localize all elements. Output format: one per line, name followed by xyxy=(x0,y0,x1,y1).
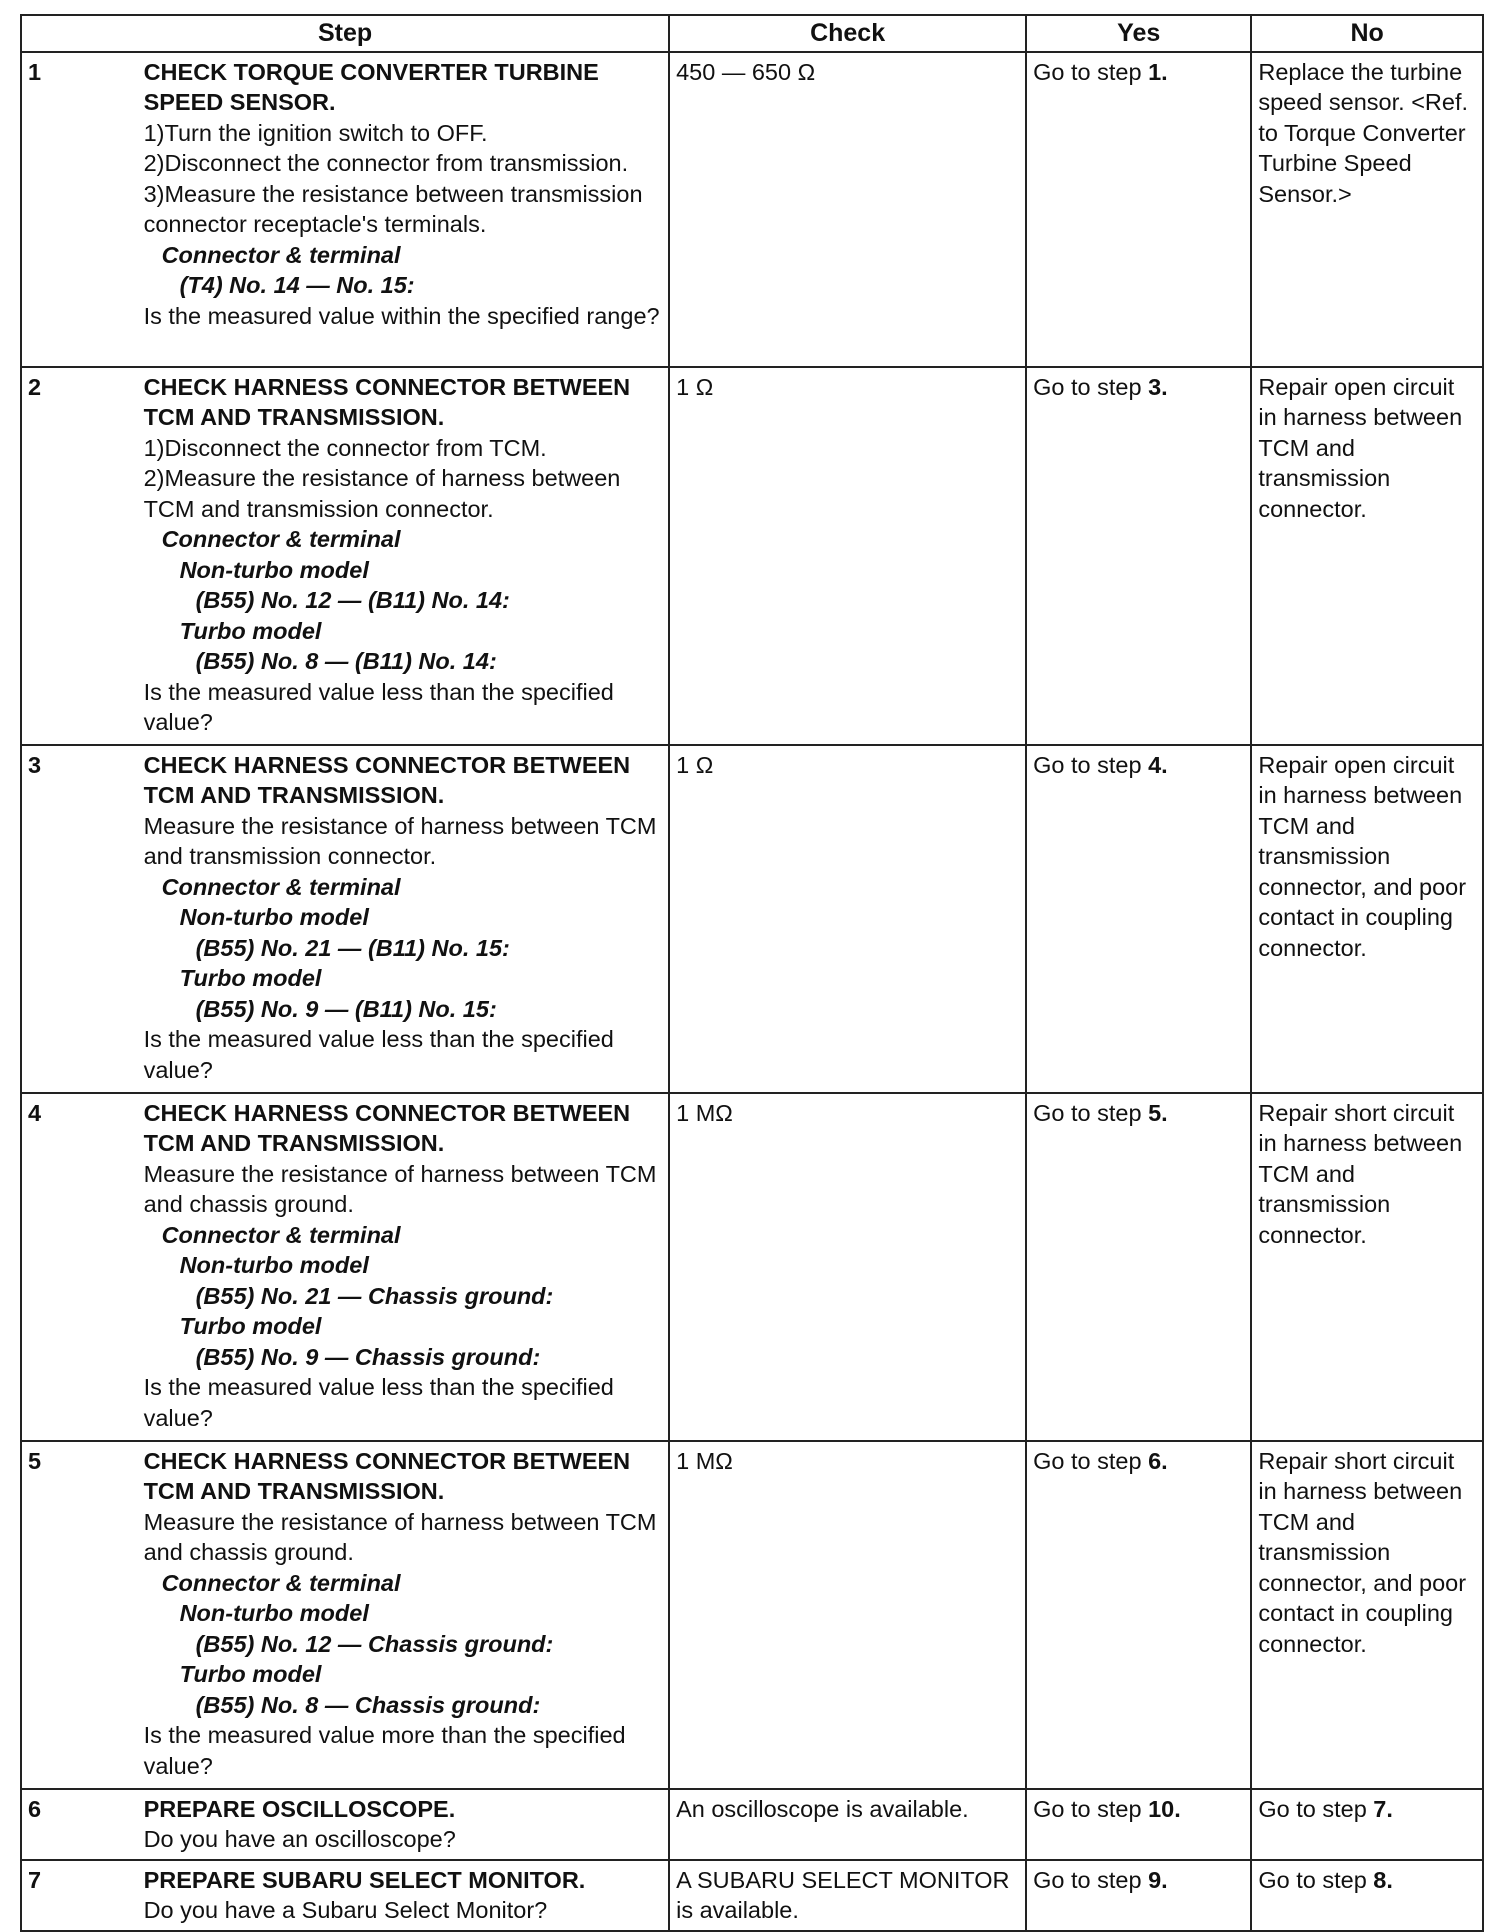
yes-cell xyxy=(1026,1860,1251,1931)
step-number: 2 xyxy=(21,367,138,745)
step-body xyxy=(138,367,670,745)
step-question: Do you have an oscilloscope? xyxy=(143,1826,456,1852)
yes-cell xyxy=(1026,745,1251,1093)
no-step-ref: 8. xyxy=(1373,1866,1393,1893)
model-label: Turbo model xyxy=(179,617,322,644)
no-text: Go to step xyxy=(1258,1795,1374,1822)
check-cell: 1 MΩ xyxy=(669,1093,1026,1441)
step-title: CHECK HARNESS CONNECTOR BETWEEN TCM AND TRANSMISSION. xyxy=(143,1099,631,1156)
step-title: CHECK TORQUE CONVERTER TURBINE SPEED SENSOR. xyxy=(143,58,599,115)
step-number: 3 xyxy=(21,745,138,1093)
step-number: 1 xyxy=(21,52,138,367)
step-row-4 xyxy=(21,1093,1483,1441)
instruction: 2)Disconnect the connector from transmission. xyxy=(143,150,629,176)
model-label: Non-turbo model xyxy=(179,1252,369,1278)
header-yes: Yes xyxy=(1026,15,1251,52)
connector-terminal-line: (B55) No. 8 — (B11) No. 14: xyxy=(195,648,497,674)
header-step: Step xyxy=(21,15,669,52)
step-question: Is the measured value less than the specified value? xyxy=(143,1374,614,1431)
yes-step-ref: 10. xyxy=(1148,1795,1181,1822)
yes-step-ref: 6. xyxy=(1148,1447,1168,1474)
step-body xyxy=(138,1093,670,1441)
yes-cell xyxy=(1026,52,1251,367)
check-cell: An oscilloscope is available. xyxy=(669,1789,1026,1860)
connector-heading: Connector & terminal xyxy=(161,873,401,900)
step-title: CHECK HARNESS CONNECTOR BETWEEN TCM AND TRANSMISSION. xyxy=(143,1447,631,1504)
connector-terminal-line: (B55) No. 21 — (B11) No. 15: xyxy=(195,934,510,961)
no-cell: Repair short circuit in harness between TCM and transmission connector. xyxy=(1251,1093,1483,1441)
model-label: Non-turbo model xyxy=(179,904,369,930)
model-label: Turbo model xyxy=(179,1661,322,1687)
yes-step-ref: 3. xyxy=(1148,373,1168,400)
instruction: Measure the resistance of harness between TCM and transmission connector. xyxy=(143,812,657,869)
step-row-5 xyxy=(21,1441,1483,1789)
yes-text: Go to step xyxy=(1033,373,1149,400)
step-row-7 xyxy=(21,1860,1483,1931)
connector-terminal-line: (B55) No. 8 — Chassis ground: xyxy=(195,1691,541,1718)
step-body xyxy=(138,1860,670,1931)
yes-step-ref: 5. xyxy=(1148,1099,1168,1126)
instruction: 3)Measure the resistance between transmission connector receptacle's terminals. xyxy=(143,180,643,237)
yes-text: Go to step xyxy=(1033,1447,1149,1474)
model-label: Non-turbo model xyxy=(179,1600,369,1626)
no-cell: Repair open circuit in harness between TCM and transmission connector. xyxy=(1251,367,1483,745)
yes-text: Go to step xyxy=(1033,751,1149,778)
yes-text: Go to step xyxy=(1033,1795,1149,1822)
step-title: CHECK HARNESS CONNECTOR BETWEEN TCM AND TRANSMISSION. xyxy=(143,373,631,430)
step-body xyxy=(138,1441,670,1789)
step-row-2 xyxy=(21,367,1483,745)
step-question: Is the measured value less than the specified value? xyxy=(143,1026,614,1083)
step-row-6 xyxy=(21,1789,1483,1860)
yes-step-ref: 9. xyxy=(1148,1866,1168,1893)
connector-terminal-line: (B55) No. 9 — Chassis ground: xyxy=(195,1343,541,1370)
instruction: Measure the resistance of harness between TCM and chassis ground. xyxy=(143,1508,657,1565)
instruction: 1)Disconnect the connector from TCM. xyxy=(143,434,547,461)
step-question: Is the measured value more than the specified value? xyxy=(143,1722,626,1779)
model-label: Non-turbo model xyxy=(179,556,369,583)
header-check: Check xyxy=(669,15,1026,52)
check-cell: 1 Ω xyxy=(669,367,1026,745)
connector-terminal-line: (B55) No. 9 — (B11) No. 15: xyxy=(195,995,497,1022)
step-row-1 xyxy=(21,52,1483,367)
instruction: 1)Turn the ignition switch to OFF. xyxy=(143,119,488,146)
step-body xyxy=(138,52,670,367)
yes-cell xyxy=(1026,1789,1251,1860)
step-body xyxy=(138,1789,670,1860)
model-label: Turbo model xyxy=(179,1313,322,1339)
step-row-3 xyxy=(21,745,1483,1093)
step-number: 5 xyxy=(21,1441,138,1789)
instruction: Measure the resistance of harness between TCM and chassis ground. xyxy=(143,1160,657,1217)
yes-text: Go to step xyxy=(1033,1099,1149,1126)
check-cell: 1 MΩ xyxy=(669,1441,1026,1789)
yes-text: Go to step xyxy=(1033,58,1149,85)
step-question: Is the measured value less than the specified value? xyxy=(143,678,614,735)
header-no: No xyxy=(1251,15,1483,52)
no-text: Go to step xyxy=(1258,1866,1374,1893)
connector-heading: Connector & terminal xyxy=(161,1569,401,1596)
step-number: 4 xyxy=(21,1093,138,1441)
step-question: Do you have a Subaru Select Monitor? xyxy=(143,1897,548,1923)
yes-text: Go to step xyxy=(1033,1866,1149,1893)
step-title: PREPARE OSCILLOSCOPE. xyxy=(143,1795,456,1822)
step-number: 7 xyxy=(21,1860,138,1931)
diagnostic-table xyxy=(20,14,1484,1932)
step-title: CHECK HARNESS CONNECTOR BETWEEN TCM AND TRANSMISSION. xyxy=(143,751,631,808)
no-cell xyxy=(1251,1789,1483,1860)
yes-cell xyxy=(1026,1441,1251,1789)
yes-cell xyxy=(1026,367,1251,745)
no-cell: Repair open circuit in harness between TCM and transmission connector, and poor contact in coupling connector. xyxy=(1251,745,1483,1093)
step-question: Is the measured value within the specified range? xyxy=(143,302,660,329)
connector-terminal-line: (B55) No. 21 — Chassis ground: xyxy=(195,1282,554,1309)
yes-cell xyxy=(1026,1093,1251,1441)
no-cell: Repair short circuit in harness between TCM and transmission connector, and poor contact in coupling connector. xyxy=(1251,1441,1483,1789)
connector-heading: Connector & terminal xyxy=(161,1221,401,1248)
check-cell: 450 — 650 Ω xyxy=(669,52,1026,367)
step-body xyxy=(138,745,670,1093)
yes-step-ref: 4. xyxy=(1148,751,1168,778)
instruction: 2)Measure the resistance of harness between TCM and transmission connector. xyxy=(143,465,621,522)
no-cell xyxy=(1251,1860,1483,1931)
yes-step-ref: 1. xyxy=(1148,58,1168,85)
no-cell: Replace the turbine speed sensor. <Ref. to Torque Converter Turbine Speed Sensor.> xyxy=(1251,52,1483,367)
connector-terminal-line: (B55) No. 12 — Chassis ground: xyxy=(195,1630,554,1657)
step-number: 6 xyxy=(21,1789,138,1860)
check-cell: A SUBARU SELECT MONITOR is available. xyxy=(669,1860,1026,1931)
connector-terminal-line: (B55) No. 12 — (B11) No. 14: xyxy=(195,587,510,613)
header-row xyxy=(21,15,1483,52)
connector-heading: Connector & terminal xyxy=(161,526,401,552)
connector-heading: Connector & terminal xyxy=(161,241,401,268)
step-title: PREPARE SUBARU SELECT MONITOR. xyxy=(143,1866,586,1893)
check-cell: 1 Ω xyxy=(669,745,1026,1093)
no-step-ref: 7. xyxy=(1373,1795,1393,1822)
connector-terminal-line: (T4) No. 14 — No. 15: xyxy=(179,272,415,298)
model-label: Turbo model xyxy=(179,965,322,991)
